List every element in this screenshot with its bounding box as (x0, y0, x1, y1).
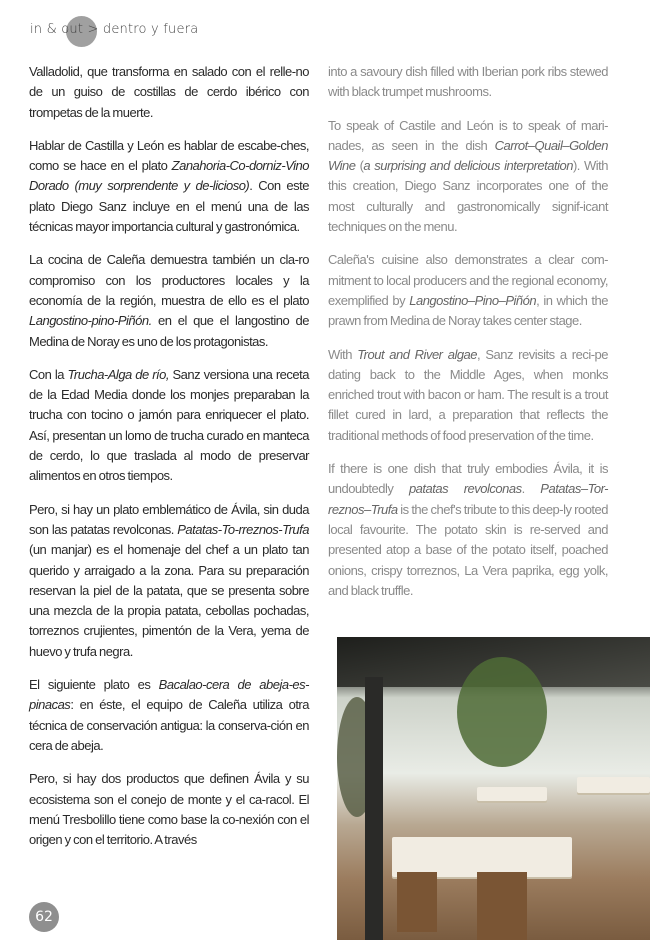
paragraph (328, 62, 608, 103)
text-run: La cocina de Caleña demuestra también un cla-ro compromiso con los productores locales y la economía de la región, muestra de ello es el plato (29, 252, 309, 308)
text-run: Sanz versiona una receta de la Edad Media donde los monjes preparaban la trucha con tocino o jamón para enriquecer el plato. Así, presentan un lomo de trucha curado en manteca de cerdo, lo que traslada al modo de preservar alimentos en otros tiempos. (29, 366, 309, 484)
text-run: (un manjar) es el homenaje del chef a un plato tan querido y arraigado a la zona. Para su preparación reservan la piel de la patata, que se presenta sobre una mezcla de la propia patata, cebollas pochadas, torreznos crujientes, pimentón de la Vera, yema de huevo y trufa negra. (29, 542, 309, 659)
paragraph (29, 62, 309, 123)
photo-table (392, 837, 572, 877)
dish-name: Trucha-Alga de río, (67, 366, 169, 382)
text-run: Hablar de Castilla y León es hablar de escabe-ches, como se hace en el plato (29, 137, 309, 174)
text-run: Pero, si hay un plato emblemático de Ávila, sin duda son las patatas revolconas. (29, 501, 309, 537)
photo-post (365, 677, 383, 940)
dish-name: Patatas–Tor-reznos–Trufa (328, 481, 609, 517)
english-text-column (328, 62, 608, 614)
text-run: Con la (29, 366, 68, 382)
paragraph (29, 250, 309, 351)
text-run: into a savoury dish filled with Iberian pork ribs stewed with black trumpet mushrooms. (328, 64, 608, 100)
text-run: With (328, 346, 358, 362)
paragraph (328, 250, 608, 331)
text-run: To speak of Castile and León is to speak of mari-nades, as seen in the dish (328, 117, 608, 153)
spanish-text-column (29, 62, 309, 863)
paragraph (328, 116, 608, 238)
text-run: . (521, 481, 541, 497)
dish-name: a surprising and delicious interpretation (363, 158, 573, 174)
paragraph (29, 136, 309, 237)
paragraph (29, 500, 309, 662)
text-run: Pero, si hay dos productos que definen Ávila y su ecosistema son el conejo de monte y el ca-racol. El menú Tresbolillo tiene como base la co-nexión con el origen y con el territorio. A través (29, 771, 309, 848)
paragraph (29, 675, 309, 756)
text-run: : en éste, el equipo de Caleña utiliza otra técnica de conservación antigua: la conserva-ción en cera de abeja. (29, 697, 309, 753)
dish-name: Bacalao-cera de abeja-es-pinacas (29, 677, 309, 713)
text-run: Valladolid, que transforma en salado con el relle-no de un guiso de costillas de cerdo ibérico con trompetas de la muerte. (29, 64, 309, 120)
text-run: is the chef's tribute to this deep-ly rooted local favourite. The potato skin is re-served and presented atop a base of the potato itself, poached onions, crispy torreznos, La Vera paprika, egg yolk, and black truffle. (328, 501, 608, 598)
text-run: , Sanz revisits a reci-pe dating back to the Middle Ages, when monks enriched trout with bacon or ham. The result is a trout fillet cured in lard, a preparation that reflects the traditional methods of food preservation of the time. (328, 346, 608, 443)
page-number: 62 (29, 902, 59, 932)
paragraph (29, 365, 309, 487)
text-run: Caleña's cuisine also demonstrates a clear com-mitment to local producers and the regional economy, exemplified by (328, 252, 608, 308)
dish-name: Patatas-To-rreznos-Trufa (177, 521, 309, 537)
paragraph (328, 459, 608, 601)
photo-table (577, 777, 650, 793)
text-run: ). With this creation, Diego Sanz incorporates one of the most culturally and gastronomically signif-icant techniques on the menu. (328, 158, 608, 235)
paragraph (328, 345, 608, 446)
section-title: in & out > dentro y fuera (30, 22, 199, 37)
photo-table (477, 787, 547, 801)
section-header (30, 22, 198, 37)
dish-name: Langostino-pino-Piñón. (29, 313, 152, 329)
photo-chair (477, 872, 527, 940)
dish-name: Carrot–Quail–Golden Wine (328, 137, 608, 174)
photo-chair (397, 872, 437, 932)
dish-name: Langostino–Pino–Piñón (409, 292, 537, 308)
text-run: El siguiente plato es (29, 677, 159, 693)
dish-name: patatas revolconas (408, 481, 522, 497)
paragraph (29, 769, 309, 850)
photo-tree (457, 657, 547, 767)
dish-name: Zanahoria-Co-dorniz-Vino Dorado (muy sorprendente y de-licioso) (29, 158, 309, 194)
text-run: en el que el langostino de Medina de Noray es uno de los protagonistas. (29, 313, 309, 349)
dish-name: Trout and River algae (357, 346, 478, 362)
text-run: , in which the prawn from Medina de Noray takes center stage. (328, 292, 608, 329)
text-run: If there is one dish that truly embodies Ávila, it is undoubtedly (328, 461, 608, 497)
restaurant-terrace-photo (337, 637, 650, 940)
text-run: . Con este plato Diego Sanz incluye en el menú una de las técnicas mayor importancia cultural y gastronómica. (29, 178, 309, 235)
text-run: ( (355, 158, 364, 174)
